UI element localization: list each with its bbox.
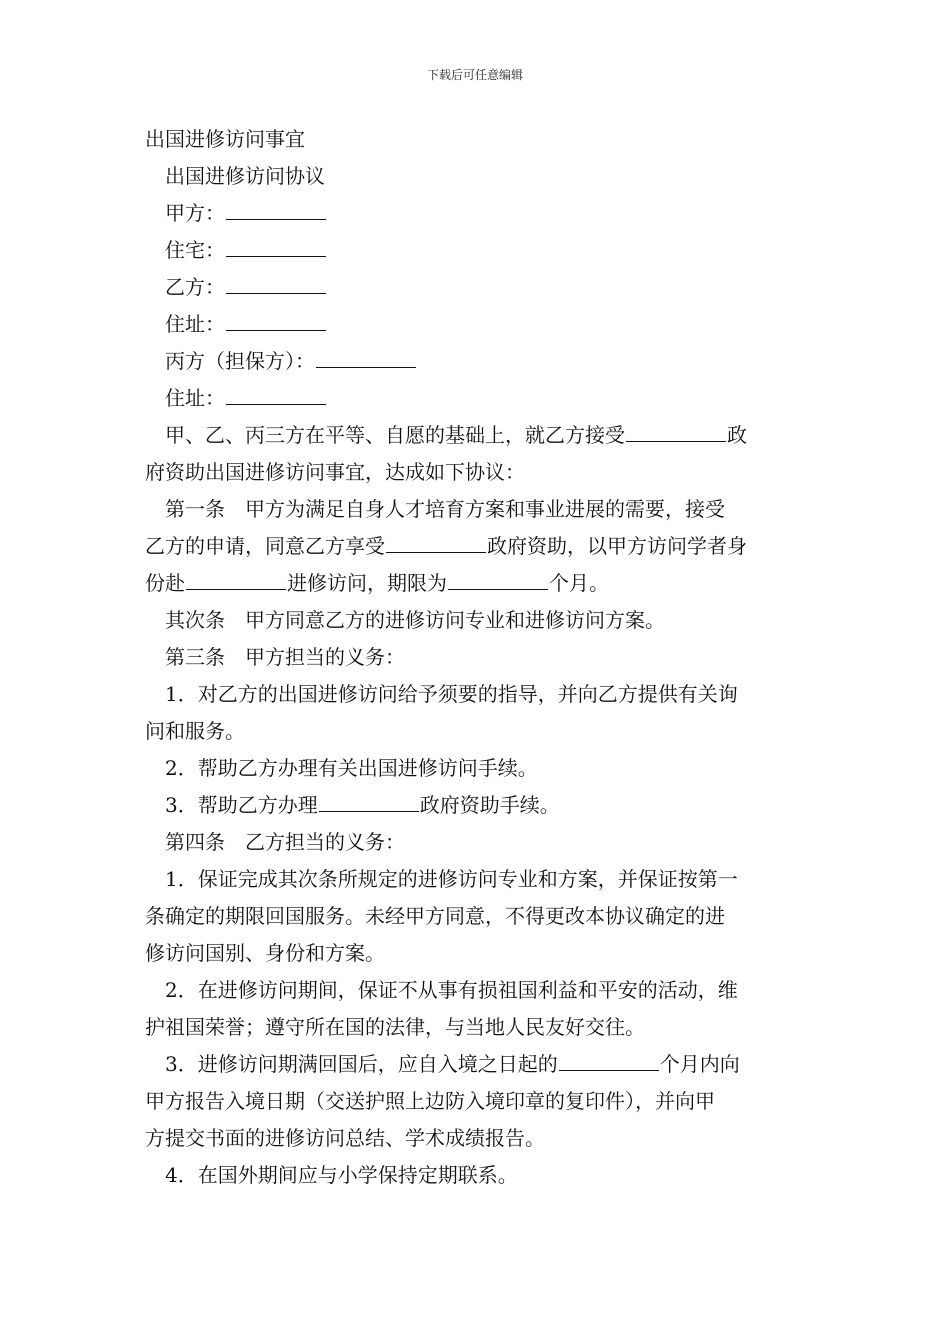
text-line (145, 454, 809, 491)
blank-field (626, 421, 726, 442)
text-segment: 第四条 乙方担当的义务： (165, 830, 405, 854)
page-header: 下载后可任意编辑 (426, 68, 523, 82)
text-line (145, 528, 809, 565)
text-segment: 出国进修访问事宜 (145, 127, 305, 151)
blank-field (186, 569, 286, 590)
text-line (145, 861, 809, 898)
text-segment: 甲、乙、丙三方在平等、自愿的基础上，就乙方接受 (165, 423, 625, 447)
text-line (145, 898, 809, 935)
text-segment: 政 (727, 423, 747, 447)
text-line (145, 343, 809, 380)
text-line (145, 269, 809, 306)
blank-field (448, 569, 548, 590)
text-segment: 第三条 甲方担当的义务： (165, 645, 405, 669)
text-segment: 住宅： (165, 238, 225, 262)
text-line (145, 1157, 809, 1194)
text-line (145, 639, 809, 676)
text-segment: 2．帮助乙方办理有关出国进修访问手续。 (165, 756, 538, 780)
text-segment: 个月。 (549, 571, 609, 595)
text-segment: 住址： (165, 386, 225, 410)
text-line (145, 935, 809, 972)
text-line (145, 417, 809, 454)
blank-field (226, 273, 326, 294)
text-segment: 条确定的期限回国服务。未经甲方同意，不得更改本协议确定的进 (145, 904, 725, 928)
text-segment: 护祖国荣誉；遵守所在国的法律，与当地人民友好交往。 (145, 1015, 645, 1039)
text-line (145, 972, 809, 1009)
text-line (145, 306, 809, 343)
text-line (145, 1009, 809, 1046)
text-segment: 乙方的申请，同意乙方享受 (145, 534, 385, 558)
text-segment: 乙方： (165, 275, 225, 299)
document-title (145, 121, 809, 158)
text-segment: 政府资助手续。 (419, 793, 560, 817)
text-segment: 3．帮助乙方办理 (165, 793, 318, 817)
blank-field (226, 310, 326, 331)
text-segment: 方提交书面的进修访问总结、学术成绩报告。 (145, 1126, 545, 1150)
text-segment: 1．对乙方的出国进修访问给予须要的指导，并向乙方提供有关询 (165, 682, 738, 706)
text-segment: 丙方（担保方）： (165, 349, 315, 373)
text-segment: 出国进修访问协议 (165, 164, 325, 188)
text-segment: 甲方： (165, 201, 225, 225)
text-line (145, 824, 809, 861)
document-body (145, 121, 809, 1194)
text-segment: 住址： (165, 312, 225, 336)
text-line (145, 380, 809, 417)
text-segment: 份赴 (145, 571, 185, 595)
text-segment: 2．在进修访问期间，保证不从事有损祖国利益和平安的活动，维 (165, 978, 738, 1002)
text-segment: 问和服务。 (145, 719, 245, 743)
text-line (145, 195, 809, 232)
blank-field (226, 384, 326, 405)
text-line (145, 158, 809, 195)
blank-field (386, 532, 486, 553)
text-segment: 甲方报告入境日期（交送护照上边防入境印章的复印件），并向甲 (145, 1089, 715, 1113)
text-segment: 府资助出国进修访问事宜，达成如下协议： (145, 460, 525, 484)
text-line (145, 1046, 809, 1083)
text-line (145, 713, 809, 750)
text-segment: 4．在国外期间应与小学保持定期联系。 (165, 1163, 518, 1187)
blank-field (226, 199, 326, 220)
text-segment: 政府资助，以甲方访问学者身 (487, 534, 747, 558)
text-line (145, 1083, 809, 1120)
blank-field (316, 347, 416, 368)
text-line (145, 676, 809, 713)
text-line (145, 787, 809, 824)
text-line (145, 750, 809, 787)
text-line (145, 565, 809, 602)
text-line (145, 491, 809, 528)
blank-field (559, 1050, 659, 1071)
text-line (145, 602, 809, 639)
text-line (145, 1120, 809, 1157)
text-segment: 第一条 甲方为满足自身人才培育方案和事业进展的需要，接受 (165, 497, 725, 521)
text-segment: 修访问国别、身份和方案。 (145, 941, 385, 965)
text-segment: 1．保证完成其次条所规定的进修访问专业和方案，并保证按第一 (165, 867, 738, 891)
text-segment: 个月内向 (659, 1052, 740, 1076)
text-segment: 进修访问，期限为 (287, 571, 447, 595)
text-segment: 其次条 甲方同意乙方的进修访问专业和进修访问方案。 (165, 608, 665, 632)
blank-field (319, 791, 419, 812)
text-segment: 3．进修访问期满回国后，应自入境之日起的 (165, 1052, 558, 1076)
blank-field (226, 236, 326, 257)
text-line (145, 232, 809, 269)
